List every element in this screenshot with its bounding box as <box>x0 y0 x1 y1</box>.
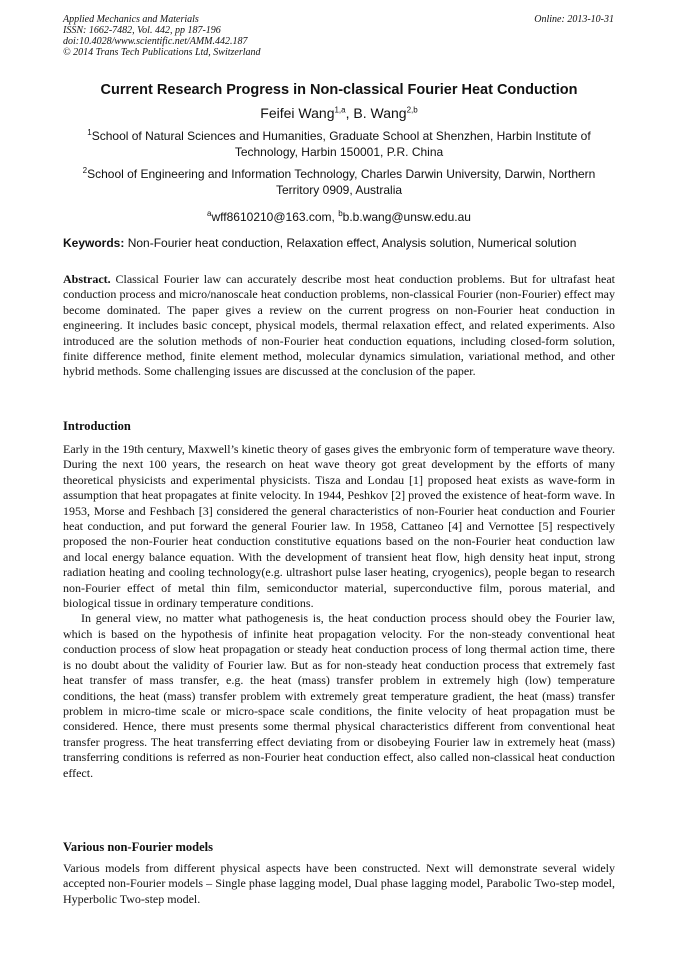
journal-name: Applied Mechanics and Materials <box>63 14 199 25</box>
doi-link[interactable]: doi:10.4028/www.scientific.net/AMM.442.187 <box>63 36 248 47</box>
keywords-label: Keywords: <box>63 236 125 250</box>
section-heading-introduction: Introduction <box>63 419 131 433</box>
paper-title: Current Research Progress in Non-classical Fourier Heat Conduction <box>100 82 578 98</box>
journal-meta <box>63 14 261 58</box>
affiliation-1 <box>40 129 638 160</box>
abstract-text: Classical Fourier law can accurately describe most heat conduction problems. But for ultrafast heat conduction process and micro/nanoscale heat conduction problems, non-classical Fourier (non-Fourier) effect may become dominated. The paper gives a review on the current progress on non-Fourier heat conduction in engineering. It includes basic concept, physical models, thermal relaxation effect, and related experiments. Also introduced are the solution methods of non-Fourier heat conduction equations, including closed-form solution, finite difference method, finite element method, molecular dynamics simulation, variational method, and other hybrid methods. Some challenging issues are discussed at the conclusion of the paper. <box>63 272 615 379</box>
email-link[interactable]: wff8610210@163.com <box>211 210 332 224</box>
abstract-label: Abstract. <box>63 272 111 286</box>
abstract <box>63 272 615 380</box>
author-superscript: 1,a <box>334 105 346 115</box>
email-superscript: a <box>207 209 212 218</box>
copyright-line: © 2014 Trans Tech Publications Ltd, Switzerland <box>63 47 261 58</box>
author-name: B. Wang <box>353 105 407 121</box>
paragraph: Early in the 19th century, Maxwell’s kinetic theory of gases gives the embryonic form of temperature wave theory. During the next 100 years, the research on heat wave theory got great development by the efforts of many theoretical physicists and experimental physicists. Tisza and Londau [1] proposed heat exists as wave-form in assumption that heat propagates at finite velocity. In 1944, Peshkov [2] proved the existence of heat-form wave. In 1953, Morse and Feshbach [3] considered the general characteristics of non-Fourier heat conduction and Fourier heat conduction, and put forward the general Fourier law. In 1958, Cattaneo [4] and Vernottee [5] respectively proposed the non-Fourier heat conduction constitutive equations based on the non-Fourier heat conduction law and local energy balance equation. With the development of transient heat flow, high density heat input, strong radiation heating and cooling technology(e.g. ultrashort pulse laser heating, cryogenics), people began to research non-Fourier effect of metal thin film, semiconductor material, superconductive film, porous material, and biological tissue in ordinary temperature conditions. <box>63 442 615 611</box>
author-superscript: 2,b <box>406 105 418 115</box>
introduction-body <box>63 442 615 781</box>
title-block <box>40 81 638 225</box>
online-date: Online: 2013-10-31 <box>534 14 614 25</box>
email-separator: , <box>331 210 339 224</box>
email-link[interactable]: b.b.wang@unsw.edu.au <box>342 210 471 224</box>
email-superscript: b <box>338 209 343 218</box>
issn-line: ISSN: 1662-7482, Vol. 442, pp 187-196 <box>63 25 221 36</box>
email-line <box>40 210 638 225</box>
affiliation-2 <box>40 167 638 198</box>
affiliation-text: School of Natural Sciences and Humanities, Graduate School at Shenzhen, Harbin Institute of Technology, Harbin 150001, P.R. China <box>91 129 591 159</box>
author-line <box>40 104 638 122</box>
author-separator: , <box>345 105 354 121</box>
paragraph: Various models from different physical aspects have been constructed. Next will demonstrate several widely accepted non-Fourier models – Single phase lagging model, Dual phase lagging model, Parabolic Two-step model, Hyperbolic Two-step model. <box>63 861 615 906</box>
affiliation-superscript: 2 <box>82 166 88 175</box>
models-body <box>63 861 615 907</box>
affiliation-text: School of Engineering and Information Technology, Charles Darwin University, Darwin, Northern Territory 0909, Australia <box>87 167 596 197</box>
keywords-text: Non-Fourier heat conduction, Relaxation effect, Analysis solution, Numerical solution <box>124 236 577 250</box>
affiliation-superscript: 1 <box>87 128 92 137</box>
keywords <box>63 236 615 251</box>
section-heading-models: Various non-Fourier models <box>63 840 214 854</box>
paragraph: In general view, no matter what pathogenesis is, the heat conduction process should obey the Fourier law, which is based on the hypothesis of infinite heat propagation velocity. For the non-steady conventional heat conduction process of slow heat propagation or steady heat conduction process of long thermal action time, there is no doubt about the validity of Fourier law. But as for non-steady heat conduction process that extremely fast heat transfer of mass transfer, e.g. the heat (mass) transfer problem in extremely high (low) temperature conditions, the heat (mass) transfer problem with extremely great temperature gradient, the heat (mass) transfer problem in micro-time scale or micro-space scale conditions, the finite velocity of heat propagation must be considered. Hence, there must presents some thermal physical characteristics different from conventional heat transfer progress. The heat transferring effect deviating from or disobeying Fourier law in extremely heat (mass) transferring conditions is referred as non-Fourier heat conduction effect, also called non-classical heat conduction effect. <box>63 611 615 780</box>
author-name: Feifei Wang <box>260 105 335 121</box>
